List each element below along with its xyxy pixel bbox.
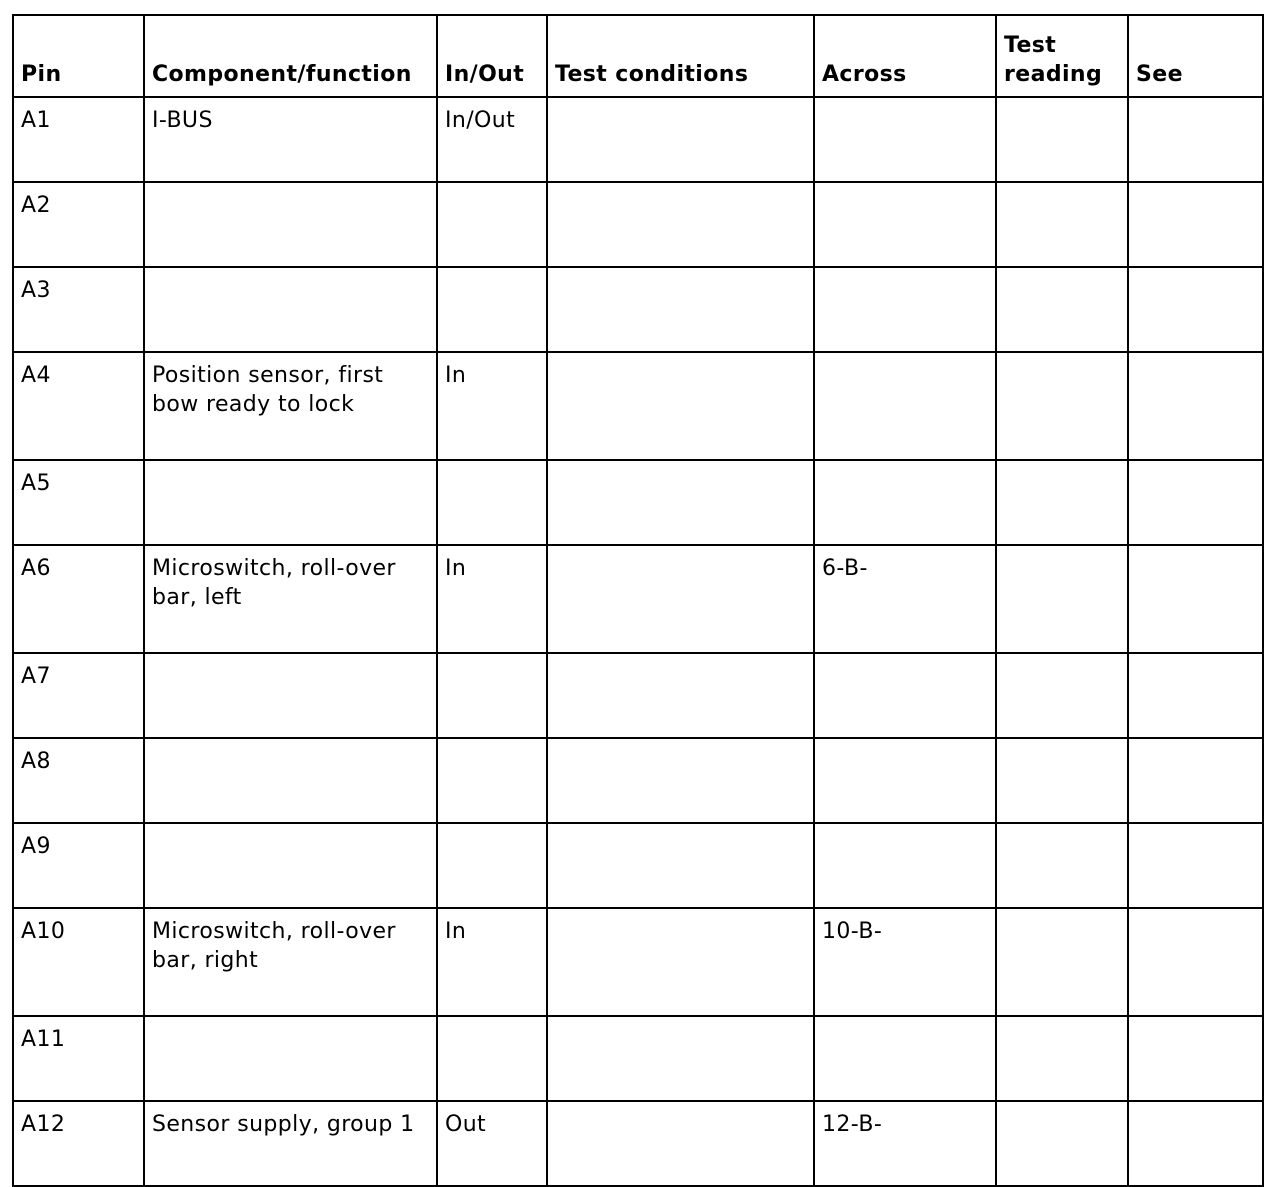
table-row	[13, 823, 1263, 908]
cell-across: 12-B-	[814, 1101, 996, 1186]
cell-see	[1128, 1101, 1263, 1186]
cell-pin: A1	[13, 97, 144, 182]
cell-component-function	[144, 460, 437, 545]
cell-across	[814, 97, 996, 182]
header-across: Across	[814, 15, 996, 97]
table-row	[13, 182, 1263, 267]
table-row	[13, 1101, 1263, 1186]
cell-see	[1128, 545, 1263, 653]
cell-test-conditions	[547, 267, 814, 352]
cell-see	[1128, 1016, 1263, 1101]
header-pin: Pin	[13, 15, 144, 97]
cell-pin: A9	[13, 823, 144, 908]
cell-pin: A8	[13, 738, 144, 823]
header-in-out: In/Out	[437, 15, 547, 97]
cell-in-out	[437, 267, 547, 352]
cell-across	[814, 1016, 996, 1101]
header-component-function: Component/function	[144, 15, 437, 97]
cell-test-reading	[996, 182, 1128, 267]
cell-test-conditions	[547, 823, 814, 908]
cell-test-reading	[996, 653, 1128, 738]
cell-across: 6-B-	[814, 545, 996, 653]
cell-across	[814, 653, 996, 738]
cell-component-function	[144, 823, 437, 908]
cell-across	[814, 460, 996, 545]
cell-pin: A6	[13, 545, 144, 653]
cell-test-conditions	[547, 653, 814, 738]
cell-test-conditions	[547, 908, 814, 1016]
cell-test-reading	[996, 1101, 1128, 1186]
cell-test-reading	[996, 908, 1128, 1016]
cell-test-conditions	[547, 1016, 814, 1101]
cell-test-reading	[996, 823, 1128, 908]
cell-in-out	[437, 182, 547, 267]
cell-component-function	[144, 267, 437, 352]
cell-pin: A10	[13, 908, 144, 1016]
cell-test-reading	[996, 545, 1128, 653]
cell-across	[814, 738, 996, 823]
table-row	[13, 267, 1263, 352]
header-test-conditions: Test conditions	[547, 15, 814, 97]
cell-test-conditions	[547, 352, 814, 460]
cell-test-conditions	[547, 1101, 814, 1186]
header-test-reading: Test reading	[996, 15, 1128, 97]
cell-pin: A4	[13, 352, 144, 460]
header-row	[13, 15, 1263, 97]
cell-see	[1128, 352, 1263, 460]
cell-across	[814, 267, 996, 352]
table-row	[13, 352, 1263, 460]
cell-in-out: Out	[437, 1101, 547, 1186]
cell-pin: A12	[13, 1101, 144, 1186]
cell-test-conditions	[547, 182, 814, 267]
cell-test-conditions	[547, 460, 814, 545]
cell-in-out	[437, 738, 547, 823]
cell-across	[814, 352, 996, 460]
cell-component-function: Sensor supply, group 1	[144, 1101, 437, 1186]
cell-see	[1128, 823, 1263, 908]
cell-pin: A7	[13, 653, 144, 738]
cell-in-out: In/Out	[437, 97, 547, 182]
cell-see	[1128, 653, 1263, 738]
cell-across: 10-B-	[814, 908, 996, 1016]
cell-component-function: Microswitch, roll-over bar, left	[144, 545, 437, 653]
cell-pin: A5	[13, 460, 144, 545]
cell-test-conditions	[547, 545, 814, 653]
cell-see	[1128, 267, 1263, 352]
cell-component-function: Microswitch, roll-over bar, right	[144, 908, 437, 1016]
cell-test-reading	[996, 1016, 1128, 1101]
cell-test-reading	[996, 738, 1128, 823]
cell-test-reading	[996, 460, 1128, 545]
cell-in-out: In	[437, 352, 547, 460]
cell-see	[1128, 908, 1263, 1016]
cell-test-conditions	[547, 97, 814, 182]
header-see: See	[1128, 15, 1263, 97]
table-row	[13, 545, 1263, 653]
cell-component-function	[144, 653, 437, 738]
cell-across	[814, 182, 996, 267]
table-row	[13, 738, 1263, 823]
cell-test-reading	[996, 352, 1128, 460]
cell-test-reading	[996, 97, 1128, 182]
cell-see	[1128, 182, 1263, 267]
cell-component-function	[144, 738, 437, 823]
cell-pin: A3	[13, 267, 144, 352]
table-row	[13, 908, 1263, 1016]
cell-test-conditions	[547, 738, 814, 823]
table-row	[13, 653, 1263, 738]
cell-see	[1128, 97, 1263, 182]
cell-see	[1128, 738, 1263, 823]
table-row	[13, 1016, 1263, 1101]
cell-across	[814, 823, 996, 908]
cell-test-reading	[996, 267, 1128, 352]
cell-component-function	[144, 182, 437, 267]
cell-component-function	[144, 1016, 437, 1101]
cell-see	[1128, 460, 1263, 545]
pin-assignment-table	[12, 14, 1264, 1187]
cell-component-function: Position sensor, first bow ready to lock	[144, 352, 437, 460]
cell-pin: A11	[13, 1016, 144, 1101]
cell-in-out: In	[437, 908, 547, 1016]
table-row	[13, 97, 1263, 182]
cell-in-out: In	[437, 545, 547, 653]
cell-pin: A2	[13, 182, 144, 267]
cell-in-out	[437, 653, 547, 738]
cell-in-out	[437, 823, 547, 908]
cell-in-out	[437, 1016, 547, 1101]
cell-in-out	[437, 460, 547, 545]
table-row	[13, 460, 1263, 545]
cell-component-function: I-BUS	[144, 97, 437, 182]
